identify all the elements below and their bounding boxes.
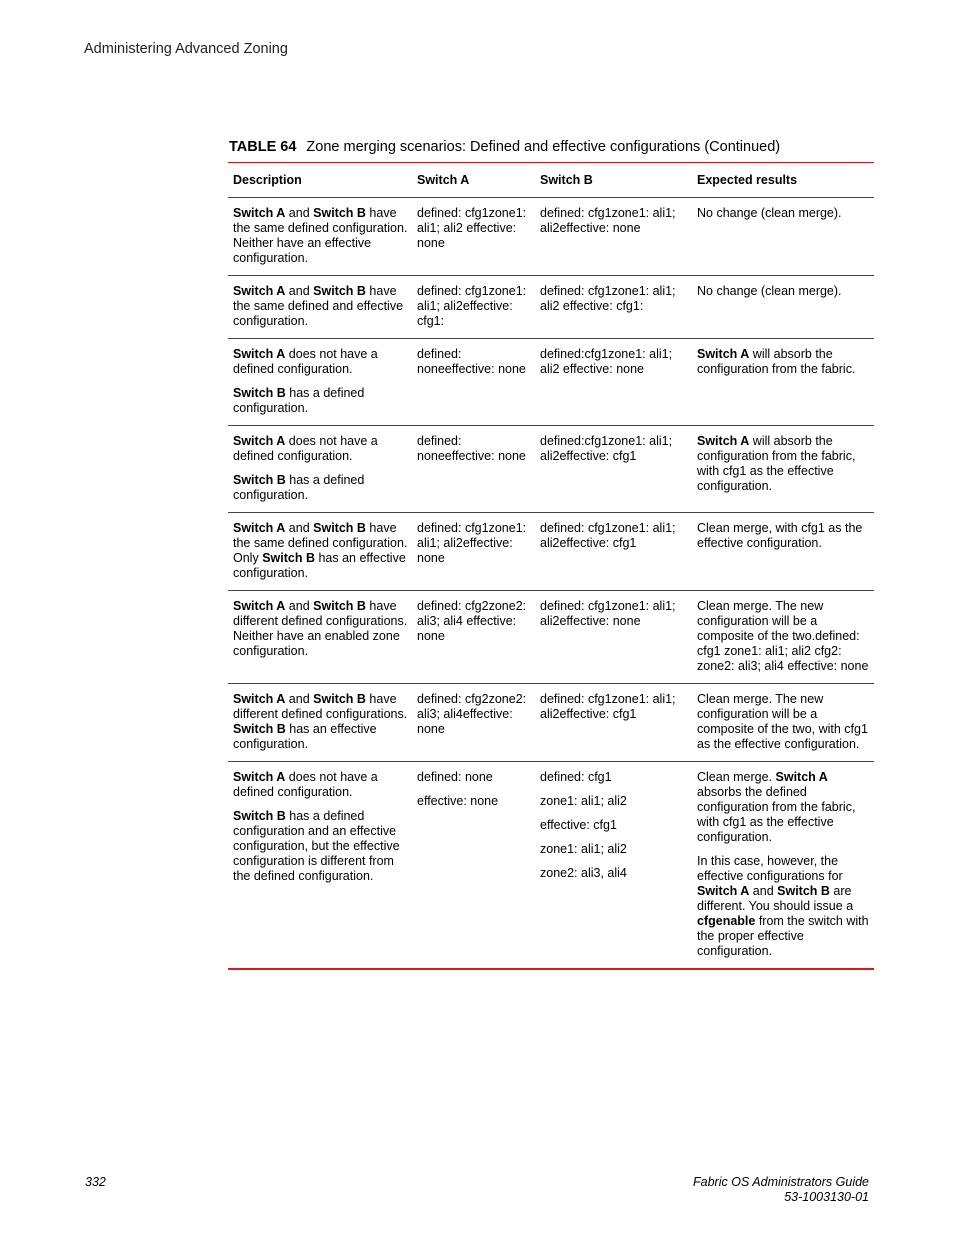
cell-switch-b — [535, 762, 692, 970]
table-row — [228, 198, 874, 276]
text-run: zone1: ali1; ali2 — [540, 794, 627, 808]
footer-document-info — [693, 1175, 869, 1205]
bold-text: Switch A — [233, 692, 286, 706]
table-number: TABLE 64 — [229, 139, 297, 155]
cell-description — [228, 276, 412, 339]
text-run: defined: cfg1zone1: ali1; ali2effective: none — [417, 521, 527, 565]
cell-paragraph — [540, 434, 688, 464]
table-body — [228, 198, 874, 970]
text-run: Clean merge. The new configuration will be a composite of the two.defined: cfg1 zone1: ali1; ali2 cfg2: zone2: ali3; ali4 effective: none — [697, 599, 869, 673]
table-row — [228, 426, 874, 513]
table-row — [228, 276, 874, 339]
text-run: from the switch with the proper effective configuration. — [697, 914, 869, 958]
cell-paragraph — [540, 284, 688, 314]
document-number: 53-1003130-01 — [784, 1190, 869, 1204]
cell-paragraph — [233, 206, 408, 266]
cell-paragraph — [697, 284, 870, 299]
text-run: effective: cfg1 — [540, 818, 617, 832]
bold-text: Switch A — [697, 434, 750, 448]
text-run: defined: cfg2zone2: ali3; ali4 effective: none — [417, 599, 527, 643]
cell-switch-a — [412, 198, 535, 276]
cell-switch-b — [535, 339, 692, 426]
text-run: defined: cfg1zone1: ali1; ali2effective: none — [540, 206, 676, 235]
table-row — [228, 762, 874, 970]
text-run: Clean merge, with cfg1 as the effective configuration. — [697, 521, 863, 550]
cell-switch-a — [412, 591, 535, 684]
cell-expected-results — [692, 426, 874, 513]
bold-text: Switch B — [313, 521, 366, 535]
text-run: defined: noneeffective: none — [417, 347, 526, 376]
cell-paragraph — [417, 434, 531, 464]
cell-paragraph — [697, 347, 870, 377]
table-row — [228, 591, 874, 684]
text-run: zone1: ali1; ali2 — [540, 842, 627, 856]
cell-paragraph — [697, 434, 870, 494]
table-title: Zone merging scenarios: Defined and effective configurations (Continued) — [306, 139, 781, 155]
cell-description — [228, 198, 412, 276]
bold-text: Switch B — [262, 551, 315, 565]
bold-text: Switch B — [313, 599, 366, 613]
cell-paragraph — [417, 794, 531, 809]
bold-text: Switch B — [233, 473, 286, 487]
cell-paragraph — [697, 692, 870, 752]
text-run: No change (clean merge). — [697, 284, 842, 298]
document-title: Fabric OS Administrators Guide — [693, 1175, 869, 1189]
cell-paragraph — [233, 521, 408, 581]
bold-text: Switch A — [233, 434, 286, 448]
cell-paragraph — [233, 284, 408, 329]
text-run: defined: cfg1zone1: ali1; ali2 effective: cfg1: — [540, 284, 676, 313]
column-header-expected-results: Expected results — [692, 163, 874, 198]
bold-text: Switch A — [233, 599, 286, 613]
text-run: defined: noneeffective: none — [417, 434, 526, 463]
text-run: are different. You should issue a — [697, 884, 854, 913]
cell-description — [228, 684, 412, 762]
cell-switch-b — [535, 426, 692, 513]
bold-text: Switch A — [697, 347, 750, 361]
cell-switch-a — [412, 513, 535, 591]
cell-paragraph — [540, 842, 688, 857]
text-run: defined: none — [417, 770, 493, 784]
cell-paragraph — [233, 386, 408, 416]
cell-paragraph — [540, 794, 688, 809]
cell-switch-a — [412, 762, 535, 970]
table-row — [228, 339, 874, 426]
cell-expected-results — [692, 339, 874, 426]
cell-switch-a — [412, 339, 535, 426]
text-run: has a defined configuration. — [233, 386, 365, 415]
text-run: defined: cfg1zone1: ali1; ali2effective: cfg1 — [540, 521, 676, 550]
bold-text: Switch A — [775, 770, 828, 784]
text-run: defined:cfg1zone1: ali1; ali2effective: cfg1 — [540, 434, 673, 463]
cell-paragraph — [697, 521, 870, 551]
cell-expected-results — [692, 276, 874, 339]
cell-paragraph — [233, 473, 408, 503]
cell-paragraph — [417, 599, 531, 644]
cell-switch-b — [535, 591, 692, 684]
bold-text: cfgenable — [697, 914, 756, 928]
text-run: zone2: ali3, ali4 — [540, 866, 627, 880]
bold-text: Switch A — [233, 770, 286, 784]
cell-paragraph — [417, 770, 531, 785]
cell-switch-b — [535, 276, 692, 339]
cell-paragraph — [233, 599, 408, 659]
cell-paragraph — [233, 347, 408, 377]
cell-paragraph — [697, 206, 870, 221]
zone-merging-table — [228, 162, 874, 970]
cell-switch-b — [535, 198, 692, 276]
text-run: defined: cfg1zone1: ali1; ali2effective: none — [540, 599, 676, 628]
cell-paragraph — [417, 206, 531, 251]
text-run: and — [285, 521, 314, 535]
text-run: has an effective configuration. — [233, 722, 377, 751]
text-run: In this case, however, the effective configurations for — [697, 854, 843, 883]
cell-switch-b — [535, 684, 692, 762]
cell-description — [228, 339, 412, 426]
bold-text: Switch B — [313, 206, 366, 220]
text-run: effective: none — [417, 794, 499, 808]
text-run: defined: cfg1zone1: ali1; ali2effective: cfg1: — [417, 284, 527, 328]
column-header-switch-a: Switch A — [412, 163, 535, 198]
text-run: has an effective configuration. — [233, 551, 406, 580]
text-run: has a defined configuration and an effective configuration, but the effective configuration is different from the defined configuration. — [233, 809, 400, 883]
table-header-row — [228, 163, 874, 198]
text-run: defined: cfg1zone1: ali1; ali2effective: cfg1 — [540, 692, 676, 721]
cell-paragraph — [540, 347, 688, 377]
text-run: and — [285, 206, 314, 220]
text-run: and — [285, 692, 314, 706]
bold-text: Switch B — [313, 284, 366, 298]
text-run: have the same defined and effective configuration. — [233, 284, 404, 328]
cell-paragraph — [540, 521, 688, 551]
text-run: does not have a defined configuration. — [233, 347, 378, 376]
column-header-description: Description — [228, 163, 412, 198]
bold-text: Switch B — [233, 809, 286, 823]
page-number: 332 — [85, 1175, 106, 1189]
bold-text: Switch A — [233, 521, 286, 535]
text-run: have different defined configurations. Neither have an enabled zone configuration. — [233, 599, 408, 658]
cell-switch-a — [412, 426, 535, 513]
text-run: have different defined configurations. — [233, 692, 408, 721]
cell-paragraph — [540, 770, 688, 785]
bold-text: Switch A — [233, 206, 286, 220]
cell-expected-results — [692, 591, 874, 684]
cell-paragraph — [233, 434, 408, 464]
text-run: defined: cfg1 — [540, 770, 612, 784]
bold-text: Switch B — [313, 692, 366, 706]
cell-paragraph — [697, 854, 870, 959]
text-run: does not have a defined configuration. — [233, 770, 378, 799]
text-run: Clean merge. — [697, 770, 776, 784]
text-run: have the same defined configuration. Only — [233, 521, 408, 565]
text-run: does not have a defined configuration. — [233, 434, 378, 463]
bold-text: Switch A — [233, 347, 286, 361]
cell-description — [228, 762, 412, 970]
bold-text: Switch A — [233, 284, 286, 298]
text-run: and — [285, 599, 314, 613]
text-run: absorbs the defined configuration from the fabric, with cfg1 as the effective configuration. — [697, 785, 856, 844]
text-run: will absorb the configuration from the fabric. — [697, 347, 856, 376]
bold-text: Switch B — [233, 722, 286, 736]
cell-paragraph — [540, 818, 688, 833]
bold-text: Switch B — [233, 386, 286, 400]
text-run: defined:cfg1zone1: ali1; ali2 effective: none — [540, 347, 673, 376]
cell-switch-a — [412, 684, 535, 762]
text-run: has a defined configuration. — [233, 473, 365, 502]
cell-paragraph — [233, 692, 408, 752]
cell-paragraph — [540, 206, 688, 236]
cell-switch-a — [412, 276, 535, 339]
cell-paragraph — [417, 284, 531, 329]
table-caption — [229, 139, 874, 155]
text-run: will absorb the configuration from the fabric, with cfg1 as the effective configuration. — [697, 434, 856, 493]
column-header-switch-b: Switch B — [535, 163, 692, 198]
cell-paragraph — [697, 770, 870, 845]
cell-paragraph — [540, 692, 688, 722]
text-run: and — [749, 884, 778, 898]
cell-description — [228, 591, 412, 684]
text-run: defined: cfg2zone2: ali3; ali4effective: none — [417, 692, 527, 736]
text-run: defined: cfg1zone1: ali1; ali2 effective: none — [417, 206, 527, 250]
cell-description — [228, 513, 412, 591]
bold-text: Switch B — [777, 884, 830, 898]
cell-paragraph — [233, 809, 408, 884]
cell-expected-results — [692, 762, 874, 970]
cell-expected-results — [692, 684, 874, 762]
cell-paragraph — [417, 692, 531, 737]
cell-paragraph — [540, 866, 688, 881]
cell-expected-results — [692, 513, 874, 591]
text-run: Clean merge. The new configuration will be a composite of the two, with cfg1 as the effective configuration. — [697, 692, 868, 751]
table-row — [228, 513, 874, 591]
running-header: Administering Advanced Zoning — [84, 41, 288, 57]
cell-paragraph — [417, 521, 531, 566]
text-run: have the same defined configuration. Neither have an effective configuration. — [233, 206, 408, 265]
text-run: and — [285, 284, 314, 298]
cell-paragraph — [540, 599, 688, 629]
bold-text: Switch A — [697, 884, 750, 898]
table-row — [228, 684, 874, 762]
cell-expected-results — [692, 198, 874, 276]
cell-paragraph — [697, 599, 870, 674]
cell-description — [228, 426, 412, 513]
cell-paragraph — [233, 770, 408, 800]
text-run: No change (clean merge). — [697, 206, 842, 220]
cell-paragraph — [417, 347, 531, 377]
cell-switch-b — [535, 513, 692, 591]
